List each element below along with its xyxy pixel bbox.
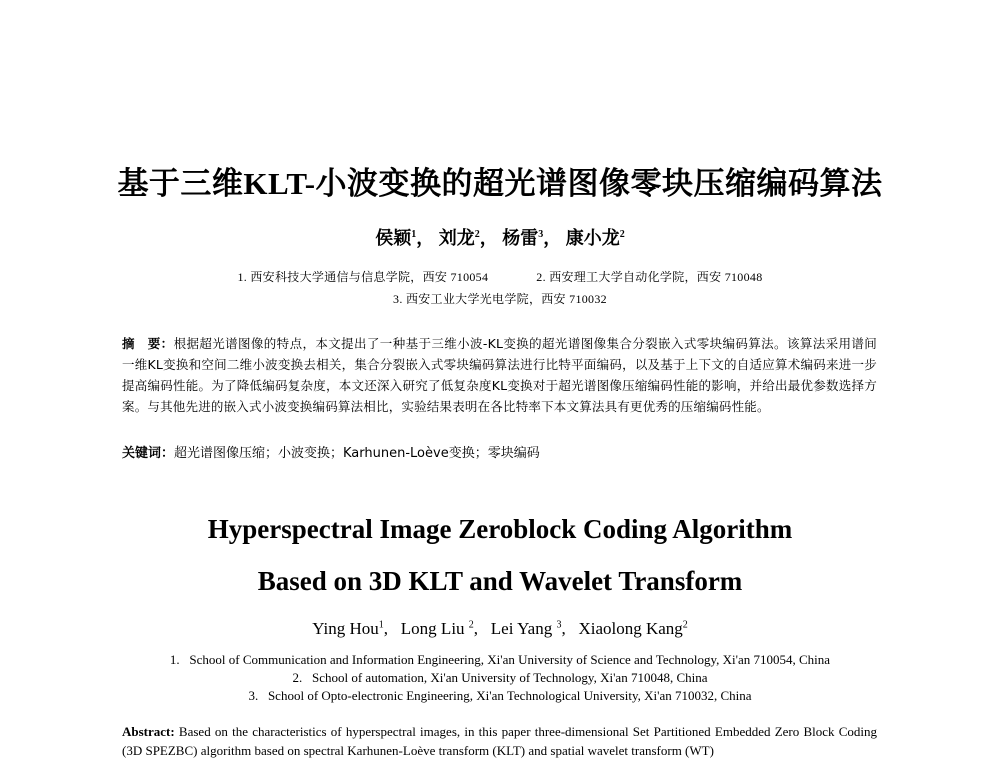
en-affiliation-2: 2. School of automation, Xi'an University of Technology, Xi'an 710048, China [292, 670, 708, 685]
cn-keywords-label: 关键词： [122, 446, 175, 461]
cn-affiliation-3: 3. 西安工业大学光电学院，西安 710032 [393, 292, 607, 306]
cn-affiliations-line1 [0, 268, 1000, 285]
cn-affiliation-2: 2. 西安理工大学自动化学院，西安 710048 [536, 270, 763, 284]
cn-keywords [122, 442, 877, 461]
en-affiliation-3: 3. School of Opto-electronic Engineering, Xi'an Technological University, Xi'an 710032, China [248, 688, 752, 703]
cn-title: 基于三维KLT-小波变换的超光谱图像零块压缩编码算法 [117, 166, 883, 201]
en-abstract-label: Abstract: [122, 724, 175, 739]
en-title-line2: Based on 3D KLT and Wavelet Transform [257, 566, 743, 596]
en-author-2: Long Liu $^2$, [400, 619, 491, 638]
en-abstract-text: Based on the characteristics of hyperspectral images, in this paper three-dimensional Set Partitioned Embedded Zero Block Coding (3D SPEZBC) algorithm based on spectral Karhunen-Loève transform (KLT) and spatial wavelet transform (WT) [122, 724, 877, 758]
cn-affiliation-1: 1. 西安科技大学通信与信息学院，西安 710054 [237, 270, 489, 284]
cn-author-3: 杨雷$^3$， [502, 228, 562, 248]
cn-author-2: 刘龙$^2$， [438, 228, 498, 248]
en-title-line1: Hyperspectral Image Zeroblock Coding Algorithm [207, 514, 793, 544]
en-authors [0, 619, 1000, 639]
en-affiliation-1: 1. School of Communication and Information Engineering, Xi'an University of Science and Technology, Xi'an 710054, China [169, 652, 831, 667]
cn-author-1: 侯颖$^1$， [375, 228, 435, 248]
en-abstract [122, 722, 877, 760]
cn-abstract-text: 根据超光谱图像的特点，本文提出了一种基于三维小波-KL变换的超光谱图像集合分裂嵌入式零块编码算法。该算法采用谱间一维KL变换和空间二维小波变换去相关，集合分裂嵌入式零块编码算法进行比特平面编码，以及基于上下文的自适应算术编码来进一步提高编码性能。为了降低编码复杂度，本文还深入研究了低复杂度KL变换对于超光谱图像压缩编码性能的影响，并给出最优参数选择方案。与其他先进的嵌入式小波变换编码算法相比，实验结果表明在各比特率下本文算法具有更优秀的压缩编码性能。 [122, 336, 877, 414]
cn-keywords-text: 超光谱图像压缩；小波变换；Karhunen-Loève变换；零块编码 [174, 446, 540, 461]
cn-abstract-label: 摘 要： [122, 336, 174, 351]
cn-authors [0, 224, 1000, 250]
en-author-1: Ying Hou$^1$, [312, 619, 401, 638]
cn-abstract [122, 333, 877, 417]
en-author-4: Xiaolong Kang$^2$ [578, 619, 688, 638]
en-author-3: Lei Yang $^3$, [490, 619, 579, 638]
cn-author-4: 康小龙$^2$ [565, 228, 625, 248]
